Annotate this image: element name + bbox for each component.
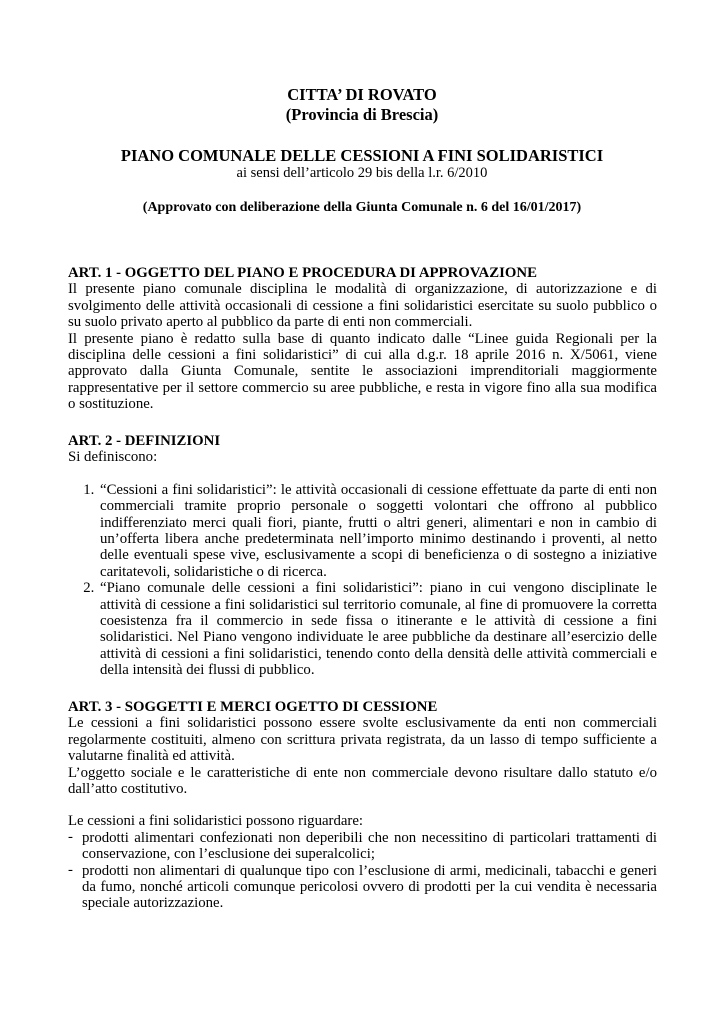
city-title: CITTA’ DI ROVATO	[287, 85, 437, 104]
art2-intro: Si definiscono:	[68, 449, 158, 466]
dash-bullet: -	[68, 828, 73, 845]
art3-heading: ART. 3 - SOGGETTI E MERCI OGETTO DI CESSIONE	[68, 699, 438, 715]
art1-paragraph: Il presente piano comunale disciplina le modalità di organizzazione, di autorizzazione e di svolgimento delle attività occasionali di cessione a fini solidaristici esercitate su suolo pubblico o su suolo privato aperto al pubblico da parte di enti non commerciali.	[68, 281, 657, 331]
art1-section	[68, 265, 657, 413]
goods-item-text: prodotti non alimentari di qualunque tipo con l’esclusione di armi, medicinali, tabacchi e generi da fumo, nonché articoli comunque pericolosi ovvero di prodotti per la cui vendita è necessaria speciale autorizzazione.	[82, 862, 657, 912]
art3-section	[68, 699, 657, 912]
approval-note: (Approvato con deliberazione della Giunta Comunale n. 6 del 16/01/2017)	[142, 200, 582, 215]
goods-list	[68, 830, 657, 912]
dash-bullet: -	[68, 861, 73, 878]
goods-list-item	[68, 863, 657, 912]
art3-list-intro: Le cessioni a fini solidaristici possono riguardare:	[68, 813, 364, 830]
province-subtitle: (Provincia di Brescia)	[285, 105, 439, 124]
art1-paragraph: Il presente piano è redatto sulla base di quanto indicato dalle “Linee guida Regionali per la disciplina delle cessioni a fini solidaristici” di cui alla d.g.r. 18 aprile 2016 n. X/5061, viene approvato dalla Giunta Comunale, sentite le associazioni imprenditoriali maggiormente rappresentative per il settore commercio su aree pubbliche, e resta in vigore fino alla sua modifica o sostituzione.	[68, 330, 657, 413]
law-reference: ai sensi dell’articolo 29 bis della l.r. 6/2010	[236, 165, 488, 181]
definitions-list	[68, 482, 657, 679]
art2-section	[68, 433, 657, 679]
definition-item: 1. “Cessioni a fini solidaristici”: le attività occasionali di cessione effettuate da parte di enti non commerciali tramite proprio personale o soggetti volontari che offrono al pubblico indifferenziato merci quali fiori, piante, frutti o altri generi, alimentari e non in cambio di un’offerta libera anche predeterminata nell’importo minimo destinando i proventi, al netto delle eventuali spese vive, esclusivamente a scopi di beneficienza o di sostegno a iniziative caritatevoli, solidaristiche o di ricerca.	[98, 482, 657, 580]
plan-title: PIANO COMUNALE DELLE CESSIONI A FINI SOLIDARISTICI	[120, 146, 604, 165]
art1-heading: ART. 1 - OGGETTO DEL PIANO E PROCEDURA DI APPROVAZIONE	[68, 265, 537, 281]
art3-paragraph: Le cessioni a fini solidaristici possono essere svolte esclusivamente da enti non commerciali regolarmente costituiti, almeno con scrittura privata registrata, da un lasso di tempo sufficiente a valutarne finalità ed attività.	[68, 715, 657, 765]
art2-heading: ART. 2 - DEFINIZIONI	[68, 433, 221, 449]
goods-list-item	[68, 830, 657, 863]
definition-item: 2. “Piano comunale delle cessioni a fini solidaristici”: piano in cui vengono disciplinate le attività di cessione a fini solidaristici sul territorio comunale, al fine di promuovere la corretta coesistenza fra il commercio in sede fissa o itinerante e le attività di cessione a fini solidaristici. Nel Piano vengono individuate le aree pubbliche da destinare all’esercizio delle attività di cessioni a fini solidaristici, tenendo conto della densità delle attività commerciali e della intensità dei flussi di pubblico.	[98, 580, 657, 678]
goods-item-text: prodotti alimentari confezionati non deperibili che non necessitino di particolari trattamenti di conservazione, con l’esclusione dei superalcolici;	[82, 829, 657, 863]
art3-paragraph: L’oggetto sociale e le caratteristiche di ente non commerciale devono risultare dallo statuto e/o dall’atto costitutivo.	[68, 764, 657, 798]
